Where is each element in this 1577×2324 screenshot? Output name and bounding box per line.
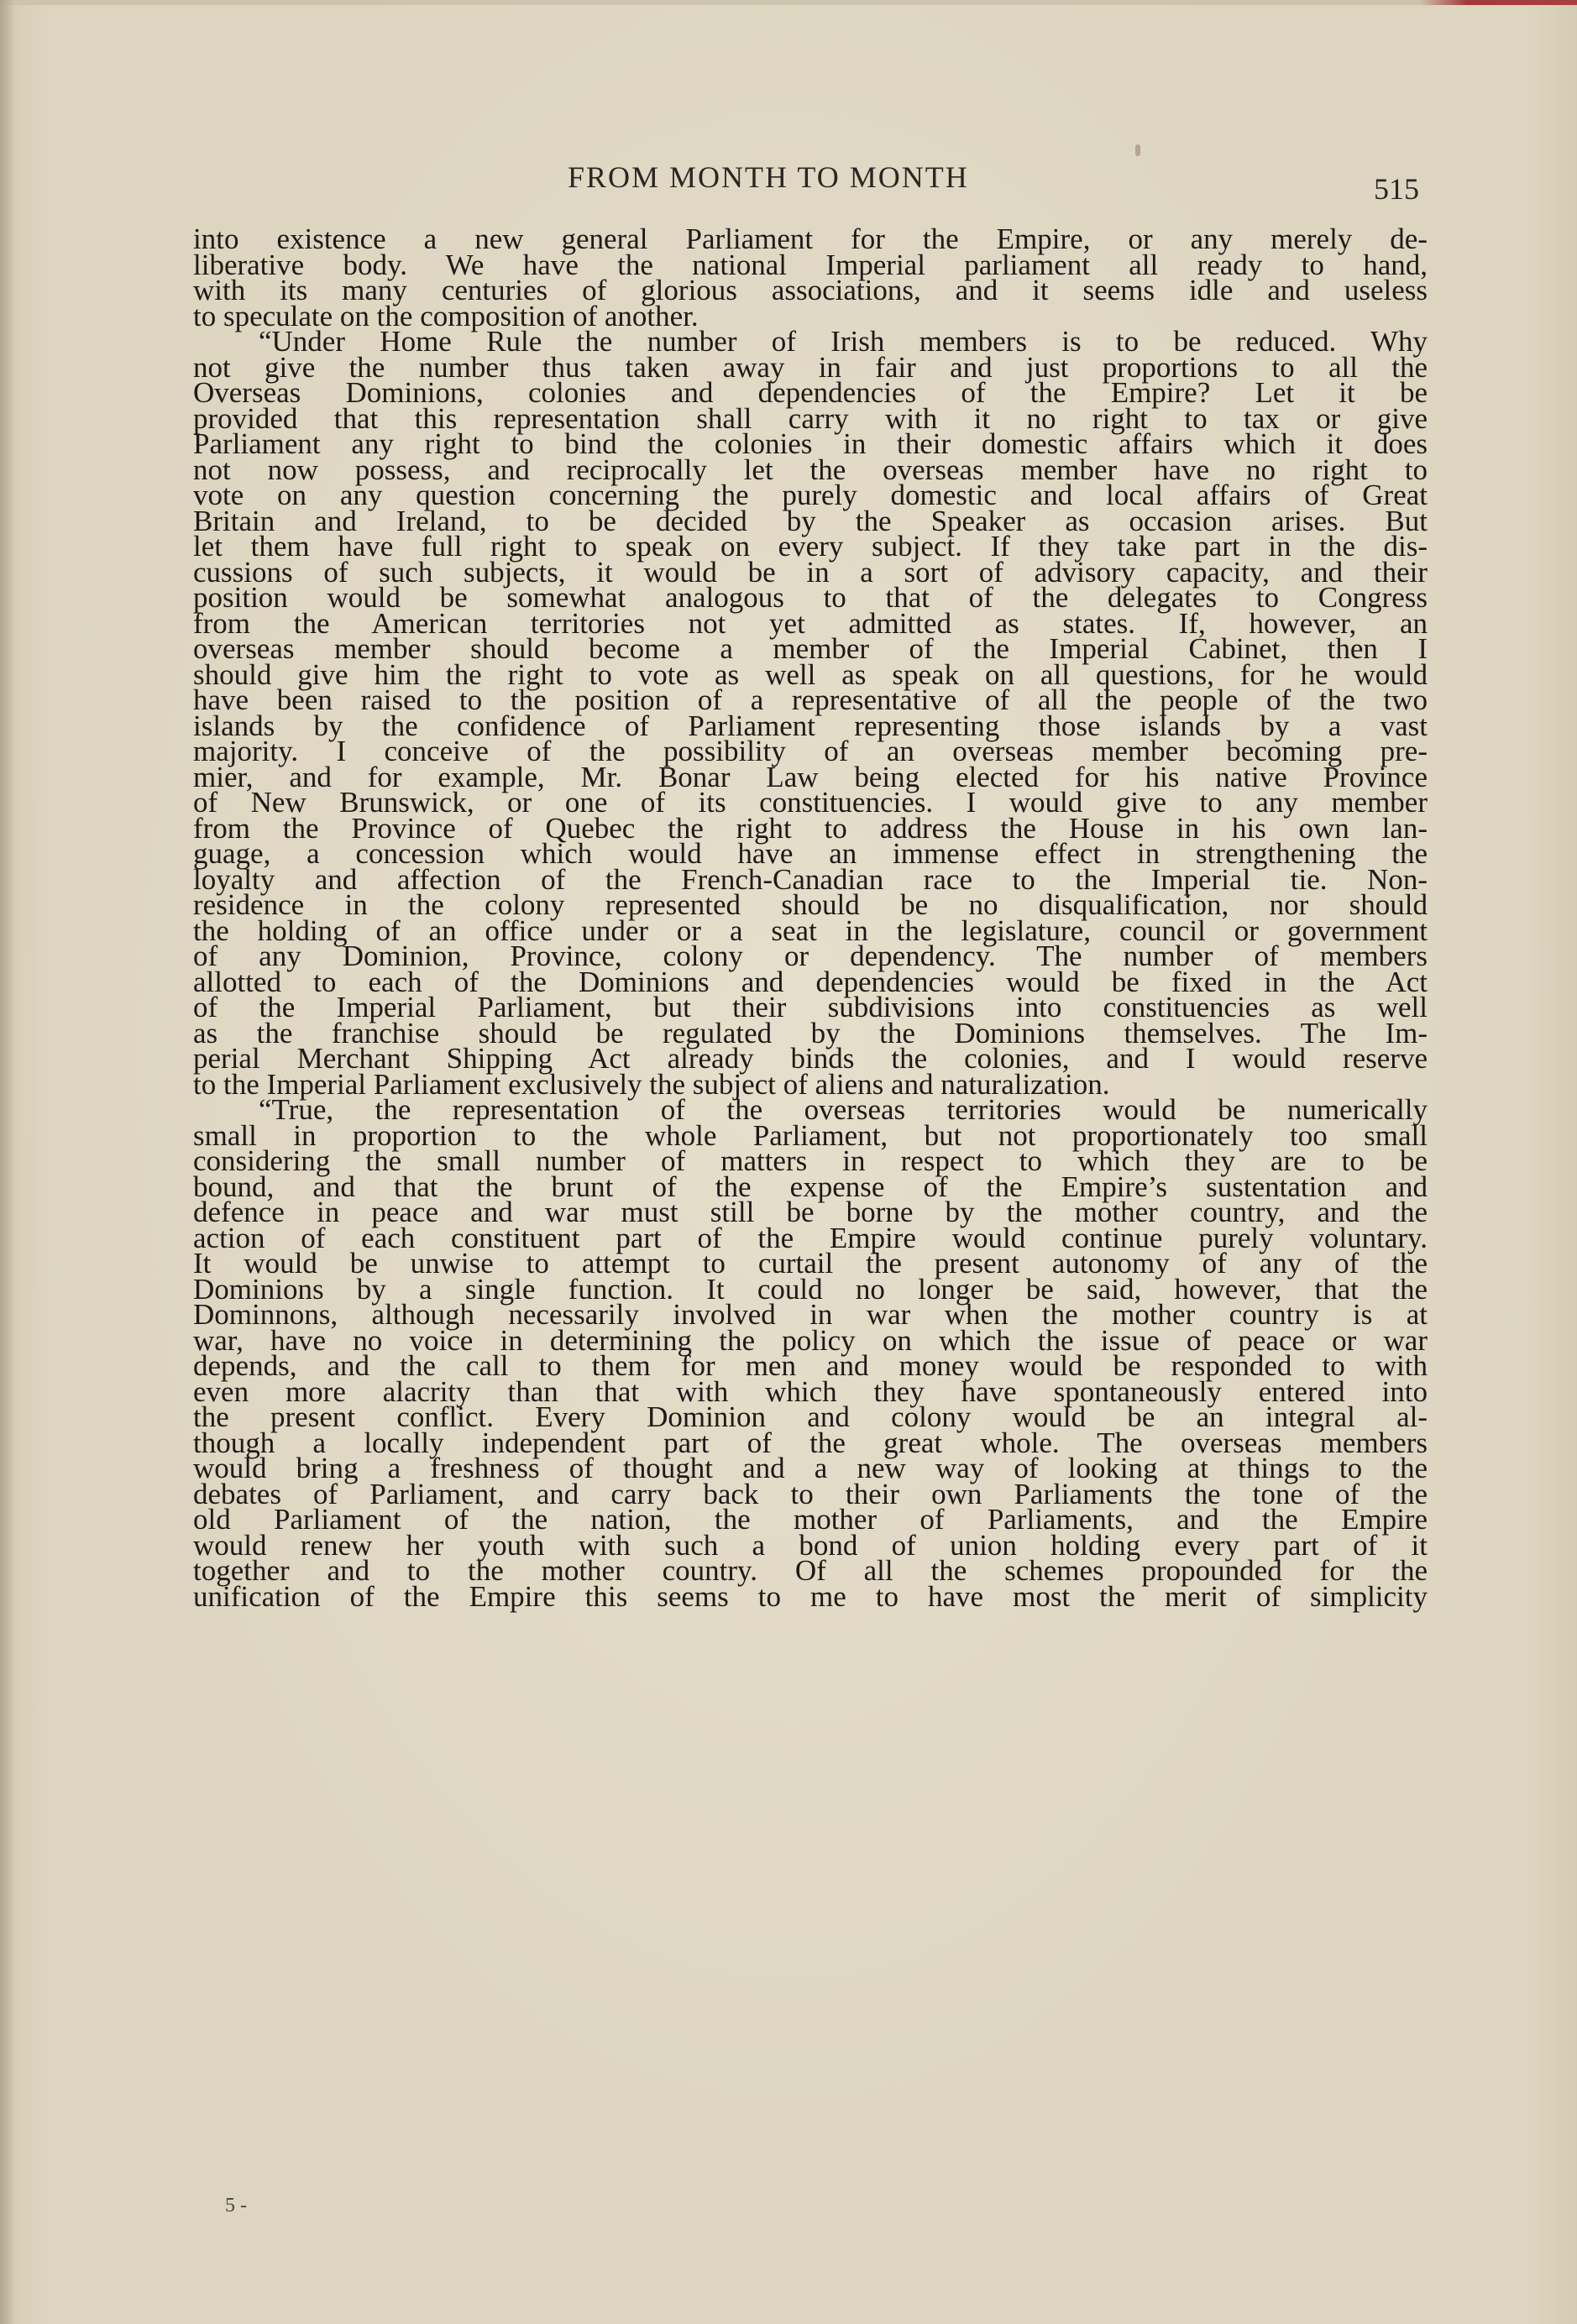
text-line: Britain and Ireland, to be decided by the Speaker as occasion arises. But [193,504,1428,537]
text-line: allotted to each of the Dominions and dependencies would be fixed in the Act [193,965,1428,998]
text-line: Overseas Dominions, colonies and dependencies of the Empire? Let it be [193,376,1428,409]
text-line: not now possess, and reciprocally let the overseas member have no right to [193,453,1428,486]
text-line: defence in peace and war must still be borne by the mother country, and the [193,1196,1428,1228]
text-line: the holding of an office under or a seat in the legislature, council or government [193,913,1428,947]
text-line: majority. I conceive of the possibility of an overseas member becoming pre- [193,735,1428,767]
text-line: islands by the confidence of Parliament representing those islands by a vast [193,709,1428,742]
text-line: guage, a concession which would have an immense effect in strengthening the [193,837,1428,870]
text-line: would bring a freshness of thought and a new way of looking at things to the [193,1452,1428,1484]
text-line: small in proportion to the whole Parliament, but not proportionately too small [193,1118,1428,1152]
text-line: loyalty and affection of the French-Canadian race to the Imperial tie. Non- [193,862,1428,896]
text-line: from the Province of Quebec the right to address the House in his own lan- [193,811,1428,845]
text-line: liberative body. We have the national Imperial parliament all ready to hand, [193,248,1428,281]
text-line: have been raised to the position of a representative of all the people of the two [193,683,1428,716]
text-line: as the franchise should be regulated by the Dominions themselves. The Im- [193,1016,1428,1049]
text-line: would renew her youth with such a bond of union holding every part of it [193,1528,1428,1562]
text-line: depends, and the call to them for men and money would be responded to with [193,1349,1428,1382]
text-line: Parliament any right to bind the colonies in their domestic affairs which it does [193,427,1428,460]
text-line: should give him the right to vote as well as speak on all questions, for he would [193,657,1428,691]
text-line: let them have full right to speak on every subject. If they take part in the dis- [193,530,1428,563]
text-line: unification of the Empire this seems to me to have most the merit of simplicity [193,1579,1428,1613]
text-line: cussions of such subjects, it would be in a sort of advisory capacity, and their [193,555,1428,589]
signature-mark: 5 - [225,2195,247,2217]
text-line: together and to the mother country. Of all the schemes propounded for the [193,1554,1428,1587]
text-line: even more alacrity than that with which they have spontaneously entered into [193,1374,1428,1408]
text-line: into existence a new general Parliament for the Empire, or any merely de- [193,222,1428,255]
text-line: “True, the representation of the overseas territories would be numerically [259,1093,1428,1126]
text-line: war, have no voice in determining the policy on which the issue of peace or war [193,1323,1428,1357]
page-top-edge [0,0,1577,5]
page-number: 515 [1374,172,1419,206]
text-line: though a locally independent part of the great whole. The overseas members [193,1426,1428,1459]
body-text [193,222,1428,1613]
binding-shadow [0,0,15,2324]
text-line: from the American territories not yet admitted as states. If, however, an [193,606,1428,640]
text-line: vote on any question concerning the purely domestic and local affairs of Great [193,479,1428,511]
text-line: provided that this representation shall carry with it no right to tax or give [193,401,1428,435]
text-line: action of each constituent part of the Empire would continue purely voluntary. [193,1221,1428,1254]
text-line: to the Imperial Parliament exclusively the subject of aliens and naturalization. [193,1067,1110,1101]
text-line: Dominions by a single function. It could no longer be said, however, that the [193,1272,1428,1306]
text-line: bound, and that the brunt of the expense of the Empire’s sustentation and [193,1170,1428,1203]
text-line: of any Dominion, Province, colony or dependency. The number of members [193,940,1428,972]
text-line: the present conflict. Every Dominion and colony would be an integral al- [193,1400,1428,1433]
text-line: with its many centuries of glorious associations, and it seems idle and useless [193,274,1428,306]
text-line: residence in the colony represented should be no disqualification, nor should [193,888,1428,921]
text-line: of New Brunswick, or one of its constituencies. I would give to any member [193,786,1428,819]
running-head-title: FROM MONTH TO MONTH [568,160,969,194]
text-line: “Under Home Rule the number of Irish members is to be reduced. Why [259,325,1428,358]
text-line: position would be somewhat analogous to that of the delegates to Congress [193,581,1428,614]
text-line: old Parliament of the nation, the mother of Parliaments, and the Empire [193,1503,1428,1536]
text-line: overseas member should become a member of the Imperial Cabinet, then I [193,632,1428,665]
text-line: of the Imperial Parliament, but their subdivisions into constituencies as well [193,991,1428,1023]
ink-smudge [1135,144,1140,156]
text-line: mier, and for example, Mr. Bonar Law being elected for his native Province [193,760,1428,793]
text-line: not give the number thus taken away in fair and just proportions to all the [193,350,1428,384]
text-line: Dominnons, although necessarily involved in war when the mother country is at [193,1298,1428,1331]
text-line: debates of Parliament, and carry back to their own Parliaments the tone of the [193,1477,1428,1510]
text-line: perial Merchant Shipping Act already binds the colonies, and I would reserve [193,1042,1428,1075]
text-line: considering the small number of matters in respect to which they are to be [193,1144,1428,1177]
text-line: It would be unwise to attempt to curtail the present autonomy of any of the [193,1247,1428,1280]
text-line: to speculate on the composition of another. [193,299,699,332]
